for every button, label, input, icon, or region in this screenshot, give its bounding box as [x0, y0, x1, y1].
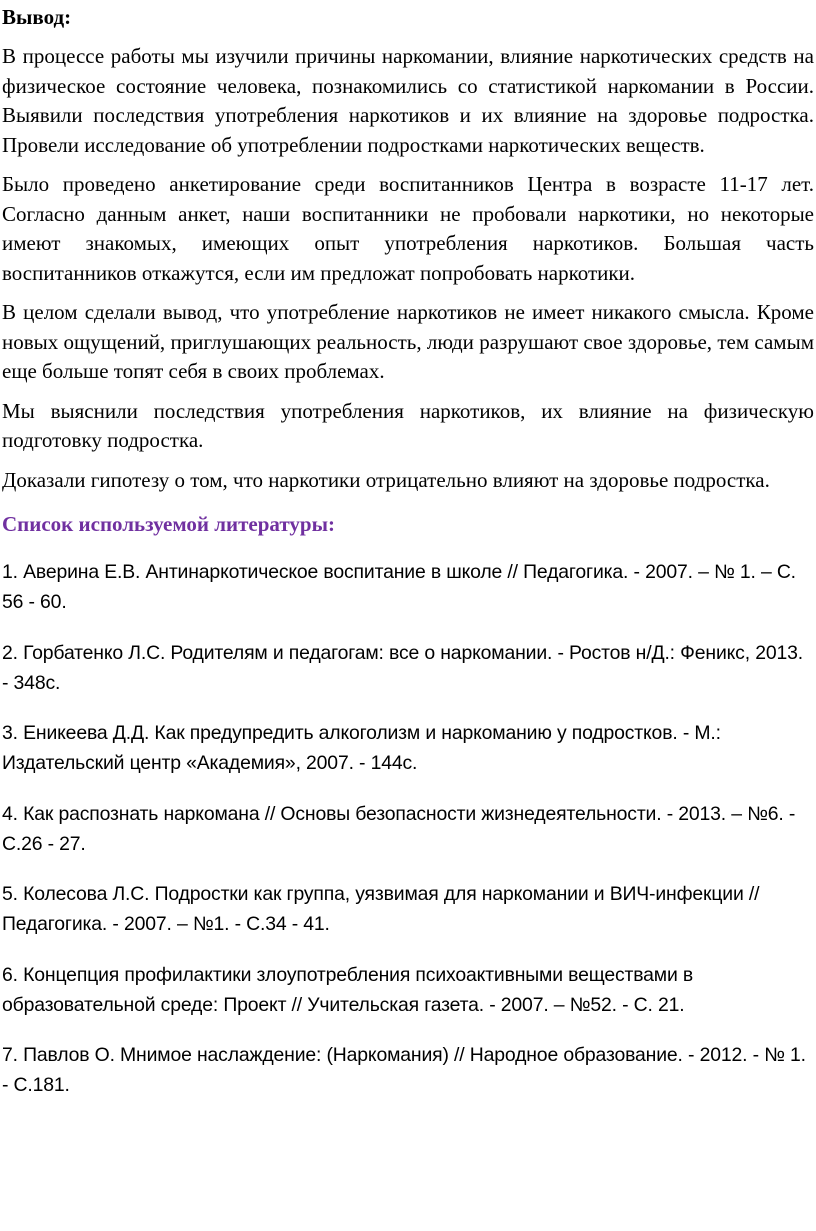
conclusion-paragraph-3: В целом сделали вывод, что употребление наркотиков не имеет никакого смысла. Кроме новых ощущений, приглушающих реальность, люди разрушают свое здоровье, тем самым еще больше топят себя в своих проблемах.: [2, 300, 814, 383]
reference-item-3: 3. Еникеева Д.Д. Как предупредить алкоголизм и наркоманию у подростков. - М.: Издательский центр «Академия», 2007. - 144с.: [2, 722, 721, 774]
reference-item-6: 6. Концепция профилактики злоупотребления психоактивными веществами в образовательной среде: Проект // Учительская газета. - 2007. – №52. - С. 21.: [2, 963, 694, 1016]
reference-list: [2, 557, 814, 1100]
reference-item-2: 2. Горбатенко Л.С. Родителям и педагогам: все о наркомании. - Ростов н/Д.: Феникс, 2013. - 348с.: [2, 641, 803, 694]
conclusion-paragraph-5: Доказали гипотезу о том, что наркотики отрицательно влияют на здоровье подростка.: [2, 467, 770, 492]
conclusion-paragraph-2: Было проведено анкетирование среди воспитанников Центра в возрасте 11-17 лет. Согласно данным анкет, наши воспитанники не пробовали наркотики, но некоторые имеют знакомых, имеющих опыт употребления наркотиков. Большая часть воспитанников откажутся, если им предложат попробовать наркотики.: [2, 172, 814, 285]
literature-heading: Список используемой литературы:: [2, 512, 335, 536]
reference-item-1: 1. Аверина Е.В. Антинаркотическое воспитание в школе // Педагогика. - 2007. – № 1. – С. 56 - 60.: [2, 561, 796, 613]
reference-item-4: 4. Как распознать наркомана // Основы безопасности жизнедеятельности. - 2013. – №6. - С.26 - 27.: [2, 802, 796, 855]
document-page: [2, 0, 814, 1121]
literature-section: [2, 509, 814, 1100]
conclusion-heading: Вывод:: [2, 5, 72, 29]
conclusion-section: [2, 0, 814, 495]
conclusion-paragraph-4: Мы выяснили последствия употребления наркотиков, их влияние на физическую подготовку подростка.: [2, 398, 814, 452]
conclusion-paragraph-1: В процессе работы мы изучили причины наркомании, влияние наркотических средств на физическое состояние человека, познакомились со статистикой наркомании в России. Выявили последствия употребления наркотиков и их влияние на здоровье подростка. Провели исследование об употреблении подростками наркотических веществ.: [2, 44, 814, 157]
reference-item-7: 7. Павлов О. Мнимое наслаждение: (Наркомания) // Народное образование. - 2012. - № 1. - С.181.: [2, 1044, 806, 1096]
reference-item-5: 5. Колесова Л.С. Подростки как группа, уязвимая для наркомании и ВИЧ-инфекции // Педагогика. - 2007. – №1. - С.34 - 41.: [2, 883, 760, 935]
